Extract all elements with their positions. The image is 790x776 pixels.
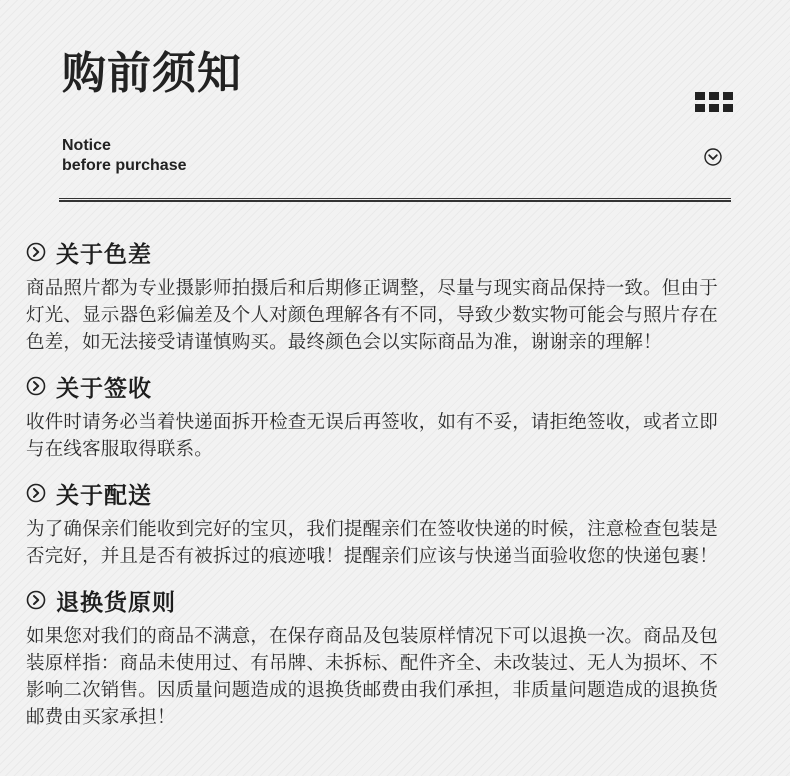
chevron-right-circle-icon — [26, 590, 46, 610]
chevron-down-circle-icon — [704, 148, 722, 166]
body-line: 装原样指：商品未使用过、有吊牌、未拆标、配件齐全、未改装过、无人为损坏、不 — [26, 653, 718, 674]
section-title: 关于色差 — [56, 241, 152, 268]
subtitle-line-1: Notice — [62, 137, 111, 154]
subtitle-line-2: before purchase — [62, 157, 187, 174]
section-heading-delivery — [26, 479, 152, 507]
section-title: 关于签收 — [56, 375, 152, 402]
divider-rule — [59, 198, 731, 202]
section-body-signing — [26, 409, 771, 463]
body-line: 与在线客服取得联系。 — [26, 439, 214, 460]
body-line: 影响二次销售。因质量问题造成的退换货邮费由我们承担，非质量问题造成的退换货 — [26, 680, 718, 701]
body-line: 否完好，并且是否有被拆过的痕迹哦！提醒亲们应该与快递当面验收您的快递包裹！ — [26, 546, 718, 567]
section-body-returns — [26, 623, 771, 731]
chevron-right-circle-icon — [26, 242, 46, 262]
section-heading-returns — [26, 586, 176, 614]
body-line: 商品照片都为专业摄影师拍摄后和后期修正调整，尽量与现实商品保持一致。但由于 — [26, 278, 718, 299]
body-line: 色差，如无法接受请谨慎购买。最终颜色会以实际商品为准，谢谢亲的理解！ — [26, 332, 662, 353]
subtitle — [62, 136, 186, 176]
chevron-right-circle-icon — [26, 483, 46, 503]
body-line: 邮费由买家承担！ — [26, 707, 176, 728]
body-line: 灯光、显示器色彩偏差及个人对颜色理解各有不同，导致少数实物可能会与照片存在 — [26, 305, 718, 326]
body-line: 如果您对我们的商品不满意，在保存商品及包装原样情况下可以退换一次。商品及包 — [26, 626, 718, 647]
section-title: 退换货原则 — [56, 589, 176, 616]
body-line: 收件时请务必当着快递面拆开检查无误后再签收，如有不妥，请拒绝签收，或者立即 — [26, 412, 718, 433]
chevron-right-circle-icon — [26, 376, 46, 396]
section-heading-color-difference — [26, 238, 152, 266]
section-title: 关于配送 — [56, 482, 152, 509]
section-heading-signing — [26, 372, 152, 400]
section-body-color-difference — [26, 275, 771, 356]
page-title: 购前须知 — [62, 48, 242, 99]
grid-menu-icon — [695, 92, 733, 112]
body-line: 为了确保亲们能收到完好的宝贝，我们提醒亲们在签收快递的时候，注意检查包装是 — [26, 519, 718, 540]
section-body-delivery — [26, 516, 771, 570]
